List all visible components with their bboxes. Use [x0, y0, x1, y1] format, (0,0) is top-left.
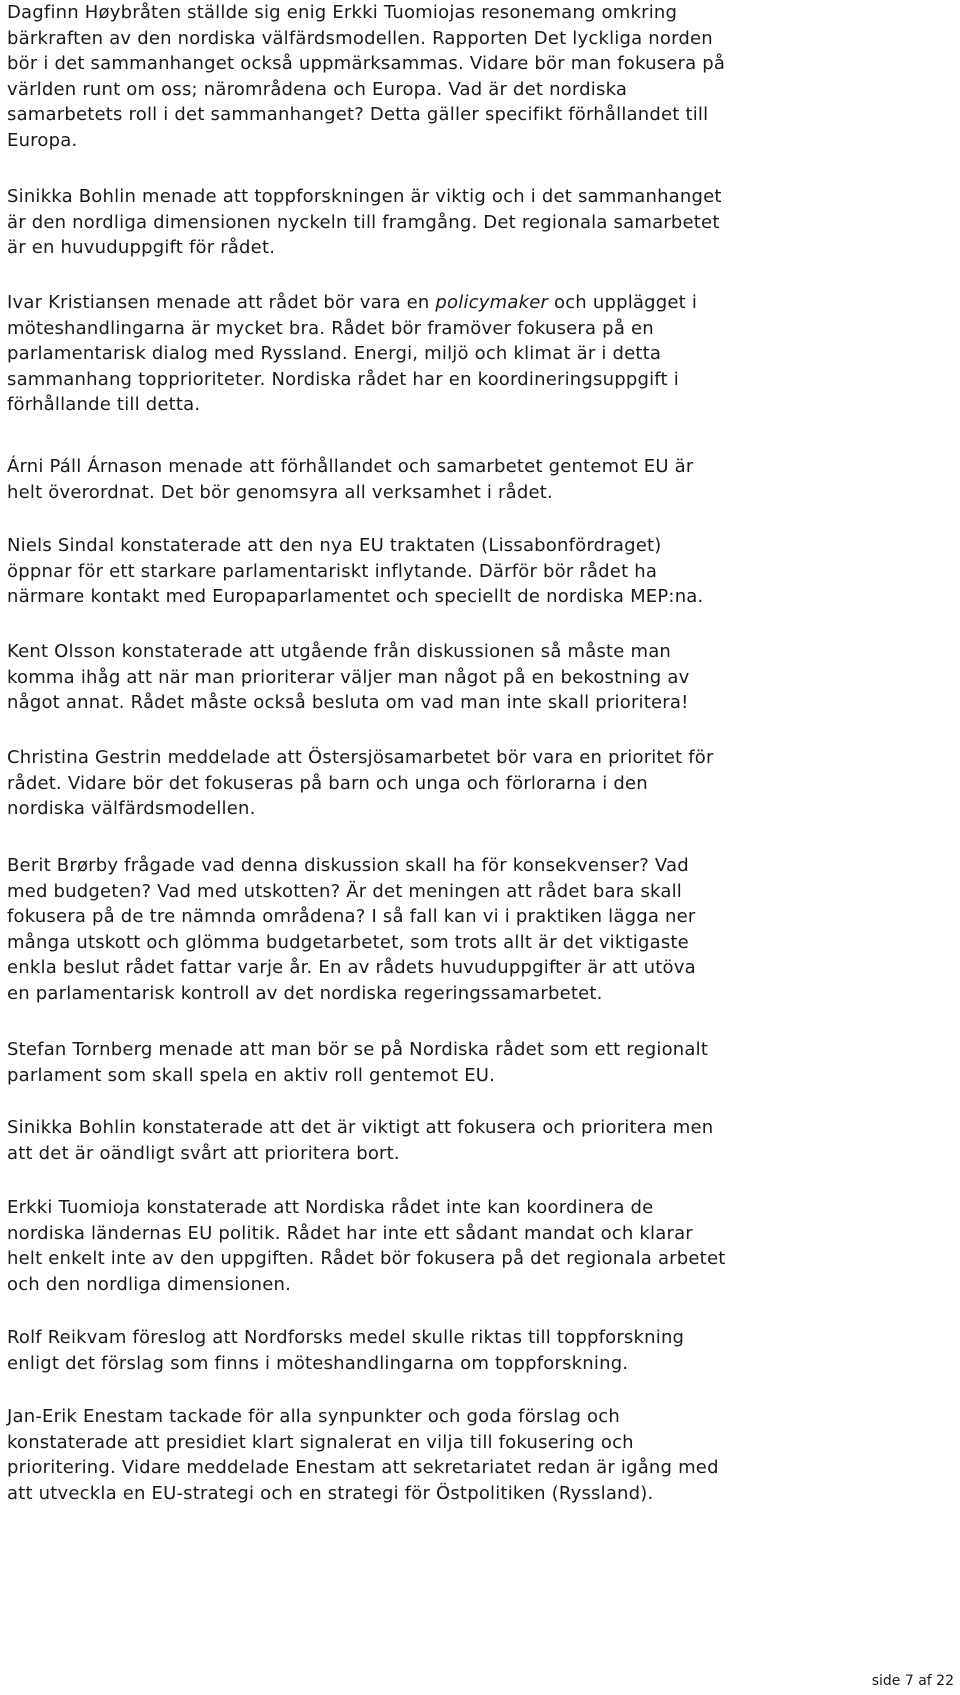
text-line: Árni Páll Árnason menade att förhållandet och samarbetet gentemot EU är — [7, 456, 694, 477]
paragraph-olsson — [7, 639, 689, 716]
text-line: Jan-Erik Enestam tackade för alla synpunkter och goda förslag och — [7, 1406, 620, 1427]
text-line: Sinikka Bohlin konstaterade att det är viktigt att fokusera och prioritera men — [7, 1117, 714, 1138]
text-line: är en huvuduppgift för rådet. — [7, 237, 276, 258]
text-segment: och upplägget i — [548, 292, 698, 313]
text-line: Stefan Tornberg menade att man bör se på Nordiska rådet som ett regionalt — [7, 1039, 709, 1060]
paragraph-bohlin-1 — [7, 184, 722, 261]
paragraph-brorby — [7, 853, 696, 1006]
text-line: närmare kontakt med Europaparlamentet och speciellt de nordiska MEP:na. — [7, 586, 704, 607]
text-line: fokusera på de tre nämnda områdena? I så fall kan vi i praktiken lägga ner — [7, 906, 696, 927]
text-line: Erkki Tuomioja konstaterade att Nordiska rådet inte kan koordinera de — [7, 1197, 654, 1218]
text-line: världen runt om oss; närområdena och Europa. Vad är det nordiska — [7, 78, 628, 100]
paragraph-kristiansen — [7, 290, 697, 418]
text-line: parlamentarisk dialog med Ryssland. Energi, miljö och klimat är i detta — [7, 343, 662, 364]
paragraph-gestrin — [7, 745, 714, 822]
text-line: en parlamentarisk kontroll av det nordiska regeringssamarbetet. — [7, 982, 603, 1004]
text-line: nordiska ländernas EU politik. Rådet har inte ett sådant mandat och klarar — [7, 1222, 693, 1244]
text-line: prioritering. Vidare meddelade Enestam att sekretariatet redan är igång med — [7, 1457, 719, 1478]
text-line: och den nordliga dimensionen. — [7, 1273, 292, 1295]
text-line: rådet. Vidare bör det fokuseras på barn och unga och förlorarna i den — [7, 772, 648, 794]
text-line: möteshandlingarna är mycket bra. Rådet bör framöver fokusera på en — [7, 317, 654, 339]
text-line: Berit Brørby frågade vad denna diskussion skall ha för konsekvenser? Vad — [7, 855, 689, 876]
text-line: Dagfinn Høybråten ställde sig enig Erkki Tuomiojas resonemang omkring — [7, 2, 678, 23]
text-line: helt överordnat. Det bör genomsyra all verksamhet i rådet. — [7, 481, 553, 503]
text-line: något annat. Rådet måste också besluta om vad man inte skall prioritera! — [7, 692, 689, 713]
text-line: samarbetets roll i det sammanhanget? Detta gäller specifikt förhållandet till — [7, 104, 709, 125]
text-line: Niels Sindal konstaterade att den nya EU traktaten (Lissabonfördraget) — [7, 535, 662, 556]
italic-term: policymaker — [435, 292, 549, 313]
paragraph-bohlin-2 — [7, 1115, 713, 1166]
text-line: att utveckla en EU-strategi och en strategi för Östpolitiken (Ryssland). — [7, 1482, 654, 1504]
text-line: parlament som skall spela en aktiv roll gentemot EU. — [7, 1064, 496, 1086]
paragraph-reikvam — [7, 1325, 684, 1376]
text-line: Europa. — [7, 129, 78, 151]
text-line: med budgeten? Vad med utskotten? Är det meningen att rådet bara skall — [7, 880, 682, 902]
text-line: många utskott och glömma budgetarbetet, som trots allt är det viktigaste — [7, 931, 689, 953]
text-line: Rolf Reikvam föreslog att Nordforsks medel skulle riktas till toppforskning — [7, 1327, 685, 1348]
text-line: bör i det sammanhanget också uppmärksammas. Vidare bör man fokusera på — [7, 53, 726, 74]
text-line: helt enkelt inte av den uppgiften. Rådet bör fokusera på det regionala arbetet — [7, 1248, 726, 1269]
text-line: Christina Gestrin meddelade att Östersjösamarbetet bör vara en prioritet för — [7, 747, 714, 768]
text-line: komma ihåg att när man prioriterar väljer man något på en bekostning av — [7, 666, 690, 688]
text-line: konstaterade att presidiet klart signalerat en vilja till fokusering och — [7, 1431, 634, 1453]
text-line: att det är oändligt svårt att prioritera bort. — [7, 1142, 400, 1164]
text-line: sammanhang topprioriteter. Nordiska rådet har en koordineringsuppgift i — [7, 368, 679, 390]
text-line: bärkraften av den nordiska välfärdsmodellen. Rapporten Det lyckliga norden — [7, 27, 713, 49]
paragraph-enestam — [7, 1404, 719, 1506]
text-line: förhållande till detta. — [7, 394, 201, 415]
text-line: Kent Olsson konstaterade att utgående från diskussionen så måste man — [7, 641, 672, 662]
paragraph-tornberg — [7, 1037, 708, 1088]
paragraph-hoybraten — [7, 0, 725, 153]
page-number: side 7 af 22 — [871, 1673, 954, 1689]
paragraph-tuomioja — [7, 1195, 725, 1297]
text-line: nordiska välfärdsmodellen. — [7, 798, 256, 819]
text-line: enligt det förslag som finns i möteshandlingarna om toppforskning. — [7, 1352, 629, 1374]
text-segment: Ivar Kristiansen menade att rådet bör vara en — [7, 292, 436, 313]
text-line: enkla beslut rådet fattar varje år. En av rådets huvuduppgifter är att utöva — [7, 957, 696, 978]
paragraph-sindal — [7, 533, 703, 610]
text-line: Sinikka Bohlin menade att toppforskningen är viktig och i det sammanhanget — [7, 186, 722, 207]
text-line: är den nordliga dimensionen nyckeln till framgång. Det regionala samarbetet — [7, 211, 720, 233]
text-line: öppnar för ett starkare parlamentariskt inflytande. Därför bör rådet ha — [7, 560, 658, 582]
paragraph-arnason — [7, 454, 694, 505]
